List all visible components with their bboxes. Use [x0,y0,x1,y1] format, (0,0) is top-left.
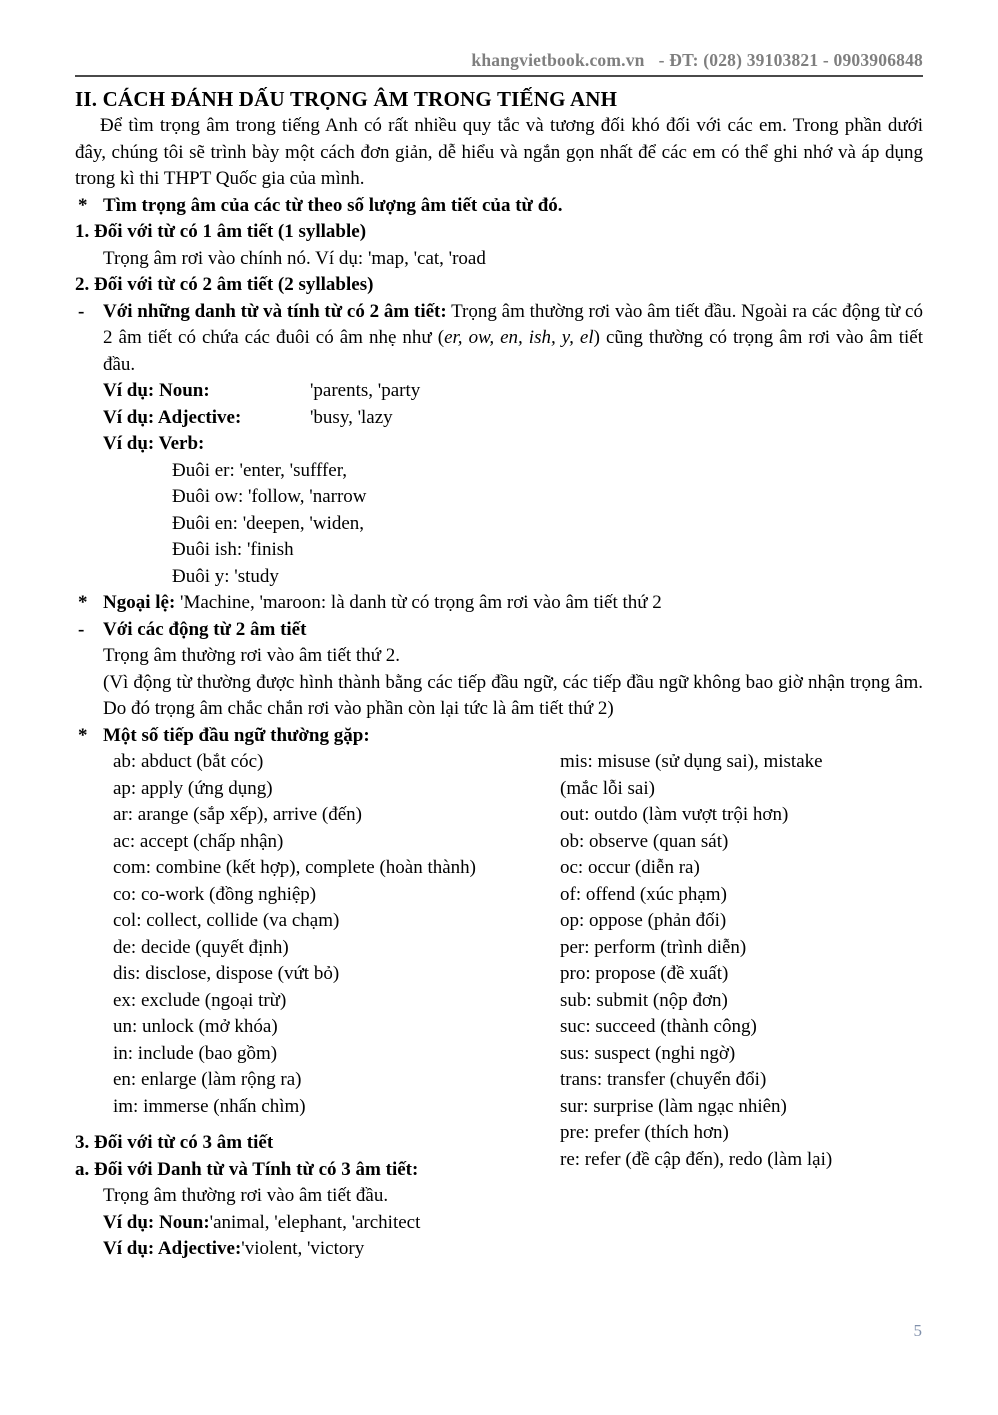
three-syllable-body: Trọng âm thường rơi vào âm tiết đầu. [103,1185,389,1206]
example-label [103,431,310,458]
three-syllable-example-noun [75,1210,923,1237]
three-syllable-example-adjective [75,1236,923,1263]
running-header [75,50,923,70]
verbs-note: (Vì động từ thường được hình thành bằng các tiếp đầu ngữ, các tiếp đầu ngữ không bao giờ nhận trọng âm. Do đó trọng âm chắc chắn rơi vào phần còn lại tức là âm tiết thứ 2) [103,671,923,719]
page-number: 5 [913,1321,922,1340]
category-label: Noun: [158,380,210,401]
vi-du-label: Ví dụ: [103,433,155,454]
prefix-item: of: offend (xúc phạm) [560,883,727,905]
prefix-item: un: unlock (mở khóa) [113,1016,278,1037]
prefix-item: op: oppose (phản đối) [560,910,727,931]
prefix-item: sub: submit (nộp đơn) [560,989,728,1011]
heading-three-syllable: 3. Đối với từ có 3 âm tiết [75,1132,274,1153]
prefix-item: ob: observe (quan sát) [560,830,729,852]
site-url: khangvietbook.com.vn [471,50,645,70]
verb-ending-er: Đuôi er: 'enter, 'sufffer, [172,459,348,481]
asterisk-marker: * [78,724,88,746]
category-label: Verb: [158,433,205,454]
prefixes-heading: Một số tiếp đầu ngữ thường gặp: [103,724,370,746]
section-title: II. CÁCH ĐÁNH DẤU TRỌNG ÂM TRONG TIẾNG ANH [75,87,618,111]
header-rule [75,75,923,77]
two-syllable-nouns-rule [75,299,923,379]
prefix-item: mis: misuse (sử dụng sai), mistake [560,751,823,772]
dash-marker: - [78,618,85,640]
page-content [75,0,923,1263]
prefix-item: sus: suspect (nghi ngờ) [560,1042,736,1064]
exception-bold: Ngoại lệ: [103,592,176,613]
one-syllable-body: Trọng âm rơi vào chính nó. Ví dụ: 'map, 'cat, 'road [103,247,486,269]
nouns-rule-text-2: ) cũng thường có trọng âm rơi vào âm tiết đầu. [103,327,924,375]
example-row-noun [75,378,923,405]
vi-du-label: Ví dụ: [103,406,155,428]
prefix-item: sur: surprise (làm ngạc nhiên) [560,1095,787,1117]
prefix-item: pre: prefer (thích hơn) [560,1122,729,1143]
prefix-item: re: refer (đề cập đến), redo (làm lại) [560,1148,833,1170]
example-words: 'violent, 'victory [241,1238,365,1259]
asterisk-marker: * [78,592,88,613]
dash-marker: - [78,300,85,322]
prefix-item: trans: transfer (chuyển đổi) [560,1069,767,1090]
prefix-item: ap: apply (ứng dụng) [113,777,273,799]
prefix-item: dis: disclose, dispose (vứt bỏ) [113,963,340,984]
find-stress-text: Tìm trọng âm của các từ theo số lượng âm tiết của từ đó. [103,194,563,216]
example-row-adjective [75,405,923,432]
prefix-column-left [113,749,563,1120]
verbs-body: Trọng âm thường rơi vào âm tiết thứ 2. [103,645,400,666]
heading-one-syllable: 1. Đối với từ có 1 âm tiết (1 syllable) [75,221,367,242]
prefix-item: out: outdo (làm vượt trội hơn) [560,804,789,825]
vi-du-label [103,1238,241,1259]
find-stress-rule [75,193,923,220]
prefix-item: per: perform (trình diễn) [560,936,747,958]
prefix-column-right [560,749,923,1173]
prefix-item: ex: exclude (ngoại trừ) [113,989,287,1011]
example-words: 'busy, 'lazy [310,406,393,428]
nouns-rule-bold: Với những danh từ và tính từ có 2 âm tiết: [103,300,447,322]
category-label: Adjective: [157,1238,242,1259]
prefix-item: de: decide (quyết định) [113,936,289,958]
prefix-item: in: include (bao gồm) [113,1042,278,1064]
intro-paragraph: Để tìm trọng âm trong tiếng Anh có rất nhiều quy tắc và tương đối khó đối với các em. Trong phần dưới đây, chúng tôi sẽ trình bày một cách đơn giản, dễ hiểu và ngắn gọn nhất để các em có thể ghi nhớ và áp dụng trong kì thi THPT Quốc gia của mình. [75,115,923,189]
prefixes-heading-row [75,723,923,750]
prefix-item: im: immerse (nhấn chìm) [113,1095,306,1117]
verb-ending-y: Đuôi y: 'study [172,565,279,587]
prefix-item: col: collect, collide (va chạm) [113,910,340,931]
prefix-item: oc: occur (diễn ra) [560,857,700,878]
prefix-item: suc: succeed (thành công) [560,1016,757,1037]
vi-du-label [103,1212,210,1233]
two-syllable-verbs-heading [75,617,923,644]
prefix-item: com: combine (kết hợp), complete (hoàn thành) [113,857,477,878]
category-label: Adjective: [157,406,242,428]
heading-two-syllable: 2. Đối với từ có 2 âm tiết (2 syllables) [75,274,374,295]
example-label [103,378,310,405]
nouns-rule-text-1: Trọng âm thường rơi vào âm tiết đầu. Ngoài ra các động từ có 2 âm tiết có chứa các đuôi có âm nhẹ như ( [103,300,923,348]
prefix-item: co: co-work (đồng nghiệp) [113,883,317,905]
header-contact: - ĐT: (028) 39103821 - 0903906848 [658,50,923,70]
prefix-item: pro: propose (đề xuất) [560,963,729,984]
heading-three-syllable-nouns: a. Đối với Danh từ và Tính từ có 3 âm tiết: [75,1158,419,1180]
vi-du-text: Ví dụ: [103,1211,155,1233]
category-label: Noun: [158,1211,210,1233]
prefix-item: (mắc lỗi sai) [560,777,655,799]
asterisk-marker: * [78,194,88,216]
vi-du-label: Ví dụ: [103,380,155,401]
prefix-item: ar: arange (sắp xếp), arrive (đến) [113,804,362,825]
prefix-item: ac: accept (chấp nhận) [113,830,284,852]
verb-ending-ish: Đuôi ish: 'finish [172,539,294,560]
example-words: 'animal, 'elephant, 'architect [209,1211,421,1233]
example-row-verb [75,431,923,458]
nouns-rule-endings-italic: er, ow, en, ish, y, el [444,327,594,348]
prefix-item: en: enlarge (làm rộng ra) [113,1069,302,1090]
vi-du-text: Ví dụ: [103,1238,155,1259]
exception-rule [75,590,923,617]
verb-ending-en: Đuôi en: 'deepen, 'widen, [172,512,365,534]
prefix-item: ab: abduct (bắt cóc) [113,751,264,772]
example-label [103,405,310,432]
example-words: 'parents, 'party [310,380,421,401]
verbs-heading-text: Với các động từ 2 âm tiết [103,618,307,640]
verb-ending-ow: Đuôi ow: 'follow, 'narrow [172,486,367,507]
exception-text: 'Machine, 'maroon: là danh từ có trọng âm rơi vào âm tiết thứ 2 [175,592,662,613]
